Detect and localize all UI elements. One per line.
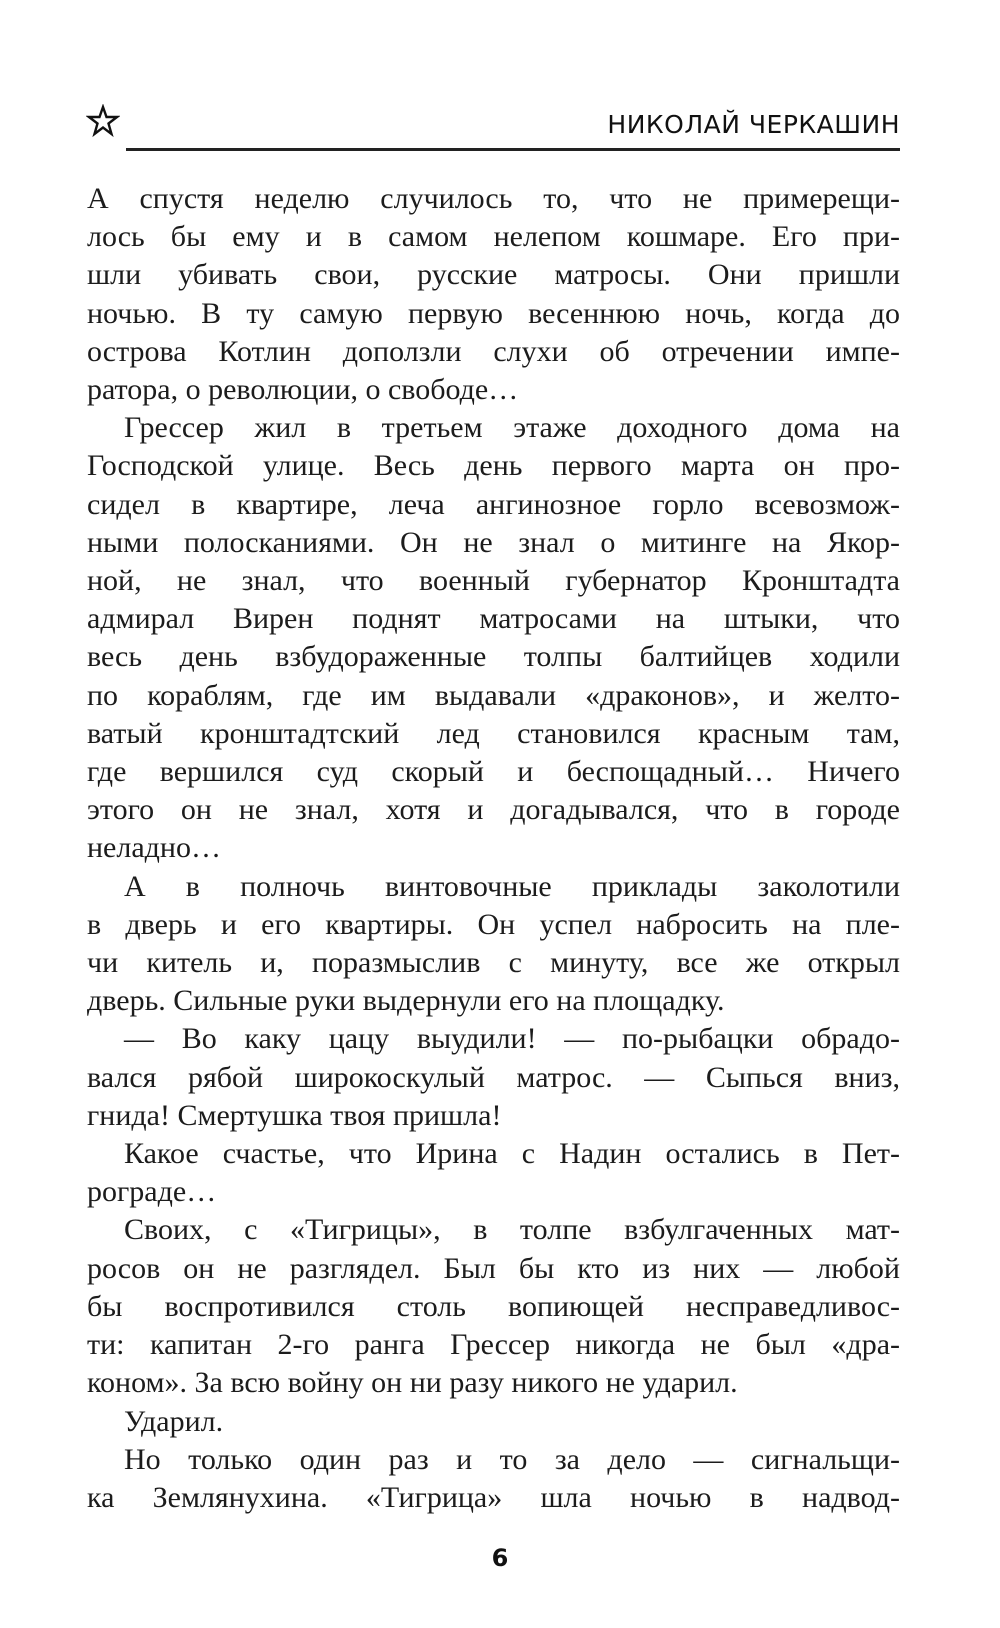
text-line: ночью. В ту самую первую весеннюю ночь, когда до bbox=[87, 296, 900, 330]
text-line: А спустя неделю случилось то, что не примерещи- bbox=[87, 182, 900, 215]
page-number: 6 bbox=[491, 1544, 509, 1572]
text-line: вался рябой широкоскулый матрос. — Сыпься вниз, bbox=[87, 1060, 900, 1094]
text-line: дверь. Сильные руки выдернули его на площадку. bbox=[87, 984, 725, 1018]
body-text bbox=[87, 180, 900, 1517]
header-rule bbox=[126, 148, 900, 151]
text-line: Ударил. bbox=[124, 1404, 224, 1438]
author-name: НИКОЛАЙ ЧЕРКАШИН bbox=[607, 110, 900, 139]
text-line: лось бы ему и в самом нелепом кошмаре. Его при- bbox=[87, 220, 900, 254]
text-line: Но только один раз и то за дело — сигнальщи- bbox=[124, 1442, 900, 1476]
text-line: гнида! Смертушка твоя пришла! bbox=[87, 1098, 502, 1132]
text-line: рограде… bbox=[87, 1175, 217, 1209]
text-line: Господской улице. Весь день первого марта он про- bbox=[87, 449, 900, 483]
text-line: ка Землянухина. «Тигрица» шла ночью в надвод- bbox=[87, 1480, 900, 1514]
text-line: адмирал Вирен поднят матросами на штыки, что bbox=[87, 602, 900, 636]
text-line: — Во каку цацу выудили! — по-рыбацки обрадо- bbox=[124, 1022, 900, 1056]
text-line: по кораблям, где им выдавали «драконов», и желто- bbox=[87, 678, 900, 712]
text-line: коном». За всю войну он ни разу никого не ударил. bbox=[87, 1366, 738, 1400]
text-line: Какое счастье, что Ирина с Надин остались в Пет- bbox=[124, 1137, 900, 1171]
text-line: Своих, с «Тигрицы», в толпе взбулгаченных мат- bbox=[124, 1213, 900, 1247]
text-line: ватый кронштадтский лед становился красным там, bbox=[87, 716, 900, 750]
text-line: весь день взбудораженные толпы балтийцев ходили bbox=[87, 640, 900, 674]
text-line: острова Котлин доползли слухи об отречении импе- bbox=[87, 334, 900, 368]
text-line: этого он не знал, хотя и догадывался, что в городе bbox=[87, 793, 900, 827]
text-line: ной, не знал, что военный губернатор Кронштадта bbox=[87, 564, 900, 598]
text-line: в дверь и его квартиры. Он успел набросить на пле- bbox=[87, 907, 900, 941]
text-line: шли убивать свои, русские матросы. Они пришли bbox=[87, 258, 900, 292]
text-line: чи китель и, поразмыслив с минуту, все же открыл bbox=[87, 946, 900, 980]
text-line: Грессер жил в третьем этаже доходного дома на bbox=[124, 411, 900, 445]
text-line: неладно… bbox=[87, 831, 221, 865]
running-header bbox=[86, 104, 900, 152]
text-line: где вершился суд скорый и беспощадный… Ничего bbox=[87, 755, 900, 789]
text-line: ратора, о революции, о свободе… bbox=[87, 373, 519, 407]
text-line: бы воспротивился столь вопиющей несправедливос- bbox=[87, 1289, 900, 1323]
text-line: сидел в квартире, леча ангинозное горло всевозмож- bbox=[87, 487, 900, 521]
text-line: А в полночь винтовочные приклады заколотили bbox=[124, 869, 900, 903]
text-line: росов он не разглядел. Был бы кто из них — любой bbox=[87, 1251, 900, 1285]
text-line: ти: капитан 2-го ранга Грессер никогда не был «дра- bbox=[87, 1328, 900, 1362]
text-line: ными полосканиями. Он не знал о митинге на Якор- bbox=[87, 525, 900, 559]
star-icon bbox=[86, 104, 120, 138]
